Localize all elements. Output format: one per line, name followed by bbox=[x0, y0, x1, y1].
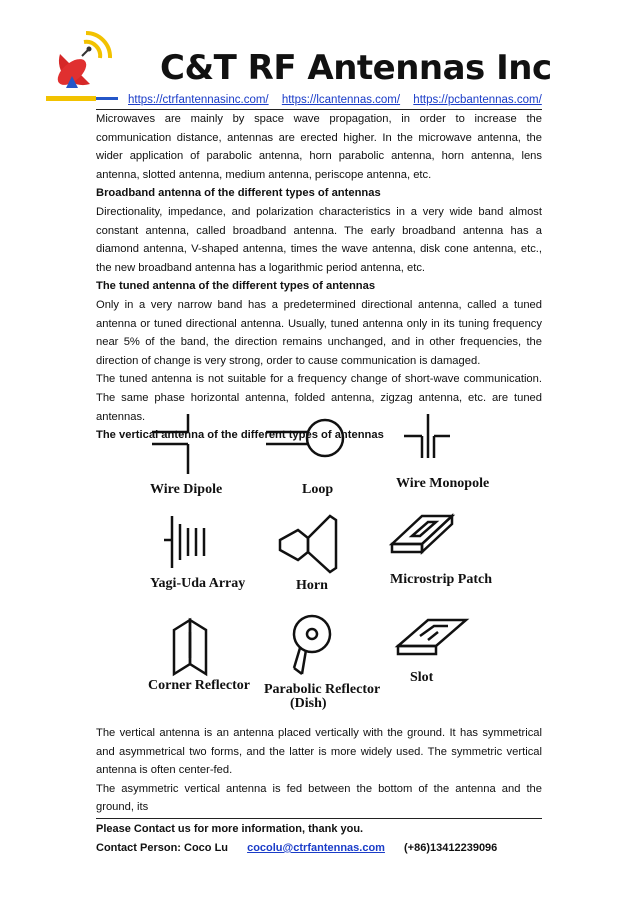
label-slot: Slot bbox=[410, 670, 434, 685]
contact-email-link[interactable]: cocolu@ctrfantennas.com bbox=[247, 842, 385, 854]
slot-icon bbox=[398, 620, 466, 654]
corner-reflector-icon bbox=[174, 620, 206, 674]
section-heading: The vertical antenna of the different types of antennas bbox=[96, 429, 384, 442]
footer-divider bbox=[96, 818, 542, 819]
footer-contact-details bbox=[96, 839, 497, 858]
label-wire-dipole: Wire Dipole bbox=[150, 482, 223, 497]
link-lcantennas[interactable]: https://lcantennas.com/ bbox=[281, 94, 401, 106]
parabolic-dish-icon bbox=[294, 616, 330, 674]
label-corner-reflector: Corner Reflector bbox=[148, 678, 250, 693]
paragraph: Only in a very narrow band has a predetermined directional antenna, called a tuned antenna or tuned directional antenna. Usually, tuned antenna only in its tuning frequency near 5% of the band, the direction remains unchanged, and in other frequencies, the direction of change is very strong, order to cause communication is damaged. bbox=[96, 298, 542, 367]
company-name: C&T RF Antennas Inc bbox=[160, 48, 552, 88]
wire-monopole-icon bbox=[404, 414, 450, 458]
label-loop: Loop bbox=[302, 482, 334, 497]
paragraph: Directionality, impedance, and polarization characteristics in a very wide band almost constant antenna, called broadband antenna. The early broadband antenna has a diamond antenna, V-shaped antenna, times the wave antenna, disk cone antenna, etc., the new broadband antenna has a logarithmic period antenna, etc. bbox=[96, 205, 542, 274]
horn-icon bbox=[280, 516, 336, 572]
label-microstrip: Microstrip Patch bbox=[390, 572, 492, 587]
yagi-uda-icon bbox=[164, 516, 204, 568]
paragraph: The vertical antenna is an antenna placed vertically with the ground. It has symmetrical and asymmetrical two forms, and the latter is more widely used. The symmetric vertical antenna is often center-fed. bbox=[96, 727, 542, 777]
company-logo bbox=[44, 30, 120, 106]
section-heading: Broadband antenna of the different types of antennas bbox=[96, 187, 381, 200]
microstrip-patch-icon bbox=[392, 516, 452, 552]
section-heading: The tuned antenna of the different types of antennas bbox=[96, 280, 376, 293]
contact-person: Contact Person: Coco Lu bbox=[96, 842, 229, 854]
body-text-continued bbox=[96, 724, 542, 817]
link-pcbantennas[interactable]: https://pcbantennas.com/ bbox=[413, 94, 542, 106]
loop-icon bbox=[266, 420, 343, 456]
paragraph: The asymmetric vertical antenna is fed between the bottom of the antenna and the ground, its bbox=[96, 782, 542, 814]
antenna-types-figure bbox=[130, 398, 510, 718]
header-links bbox=[128, 94, 552, 106]
paragraph: Microwaves are mainly by space wave propagation, in order to increase the communication distance, antennas are erected higher. In the microwave antenna, the wider application of parabolic antenna, horn parabolic antenna, horn antenna, lens antenna, slotted antenna, medium antenna, periscope antenna, etc. bbox=[96, 113, 542, 181]
wire-dipole-icon bbox=[152, 414, 188, 474]
label-horn: Horn bbox=[296, 578, 328, 593]
label-parabolic: Parabolic Reflector bbox=[264, 682, 381, 697]
link-ctrfantennasinc[interactable]: https://ctrfantennasinc.com/ bbox=[128, 94, 269, 106]
footer bbox=[96, 820, 497, 858]
footer-contact-line: Please Contact us for more information, thank you. bbox=[96, 823, 364, 835]
label-parabolic-dish: (Dish) bbox=[290, 696, 327, 711]
label-wire-monopole: Wire Monopole bbox=[396, 476, 490, 491]
label-yagi-uda: Yagi-Uda Array bbox=[150, 576, 246, 591]
body-text bbox=[96, 110, 542, 445]
paragraph: The tuned antenna is not suitable for a frequency change of short-wave communication. The same phase horizontal antenna, folded antenna, zigzag antenna, etc. are tuned antennas. bbox=[96, 373, 542, 423]
contact-phone: (+86)13412239096 bbox=[404, 842, 498, 854]
